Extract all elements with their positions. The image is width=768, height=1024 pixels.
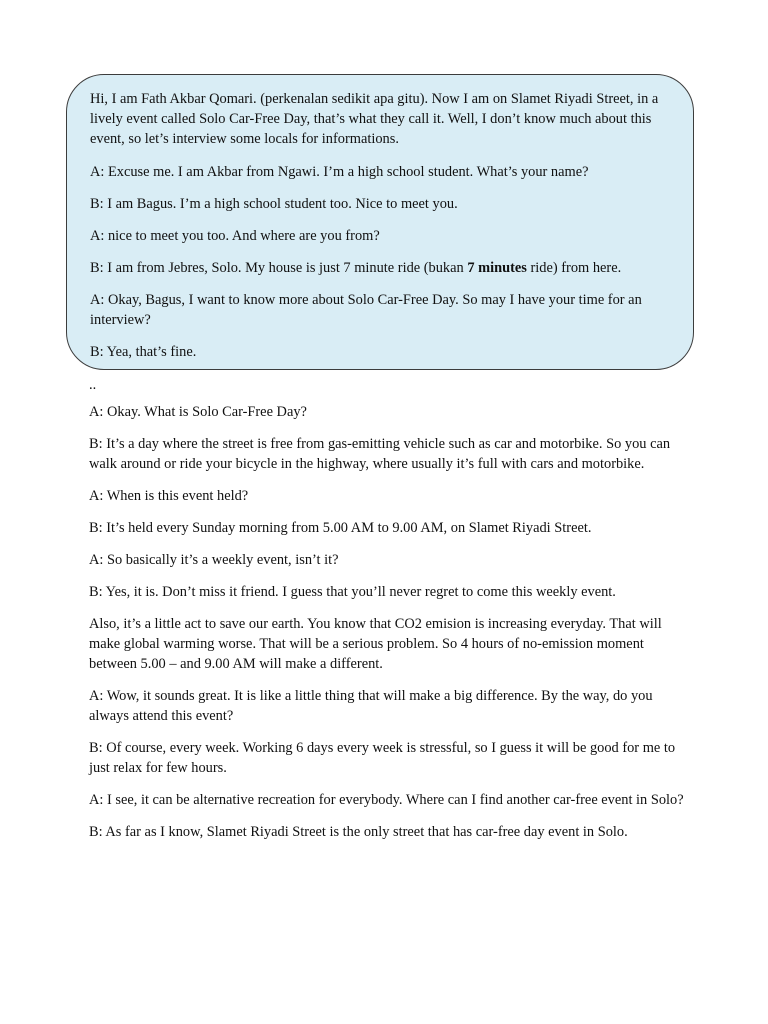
dialogue-line: B: I am Bagus. I’m a high school student too. Nice to meet you. bbox=[90, 196, 458, 212]
dialogue-text: B: I am from Jebres, Solo. My house is just 7 minute ride (bukan bbox=[90, 260, 468, 276]
intro-callout-box bbox=[66, 74, 694, 370]
dialogue-text: ride) from here. bbox=[526, 260, 622, 276]
dialogue-line: A: When is this event held? bbox=[89, 488, 249, 504]
dialogue-line: B: It’s held every Sunday morning from 5.00 AM to 9.00 AM, on Slamet Riyadi Street. bbox=[89, 520, 592, 536]
intro-paragraph: Hi, I am Fath Akbar Qomari. (perkenalan sedikit apa gitu). Now I am on Slamet Riyadi Street, in a lively event called Solo Car-Free Day, that’s what they call it. Well, I don’t know much about this event, so let’s interview some locals for informations. bbox=[90, 91, 659, 147]
dialogue-line: A: nice to meet you too. And where are you from? bbox=[90, 228, 380, 244]
bold-emphasis: 7 minutes bbox=[467, 260, 527, 276]
dialogue-line: A: Okay. What is Solo Car-Free Day? bbox=[89, 404, 307, 420]
dialogue-line: B: Of course, every week. Working 6 days every week is stressful, so I guess it will be good for me to just relax for few hours. bbox=[89, 740, 676, 776]
dialogue-line: B: As far as I know, Slamet Riyadi Street is the only street that has car-free day event in Solo. bbox=[89, 824, 628, 840]
dialogue-line: B: It’s a day where the street is free from gas-emitting vehicle such as car and motorbike. So you can walk around or ride your bicycle in the highway, where usually it’s full with cars and motorbike. bbox=[89, 436, 671, 472]
dialogue-line: Also, it’s a little act to save our earth. You know that CO2 emision is increasing everyday. That will make global warming worse. That will be a serious problem. So 4 hours of no-emission moment between 5.00 – and 9.00 AM will make a different. bbox=[89, 616, 662, 672]
dialogue-line: A: Okay, Bagus, I want to know more about Solo Car-Free Day. So may I have your time for an interview? bbox=[90, 292, 642, 328]
dialogue-line: A: So basically it’s a weekly event, isn’t it? bbox=[89, 552, 339, 568]
dialogue-line: B: Yea, that’s fine. bbox=[90, 344, 197, 360]
dialogue-line bbox=[90, 258, 673, 278]
dialogue-line: B: Yes, it is. Don’t miss it friend. I guess that you’ll never regret to come this weekly event. bbox=[89, 584, 616, 600]
dialogue-line: A: I see, it can be alternative recreation for everybody. Where can I find another car-free event in Solo? bbox=[89, 792, 684, 808]
dialogue-line: A: Excuse me. I am Akbar from Ngawi. I’m a high school student. What’s your name? bbox=[90, 164, 589, 180]
dialogue-line: A: Wow, it sounds great. It is like a little thing that will make a big difference. By the way, do you always attend this event? bbox=[89, 688, 653, 724]
ellipsis-marker: .. bbox=[89, 377, 97, 393]
dialogue-body bbox=[89, 378, 689, 854]
